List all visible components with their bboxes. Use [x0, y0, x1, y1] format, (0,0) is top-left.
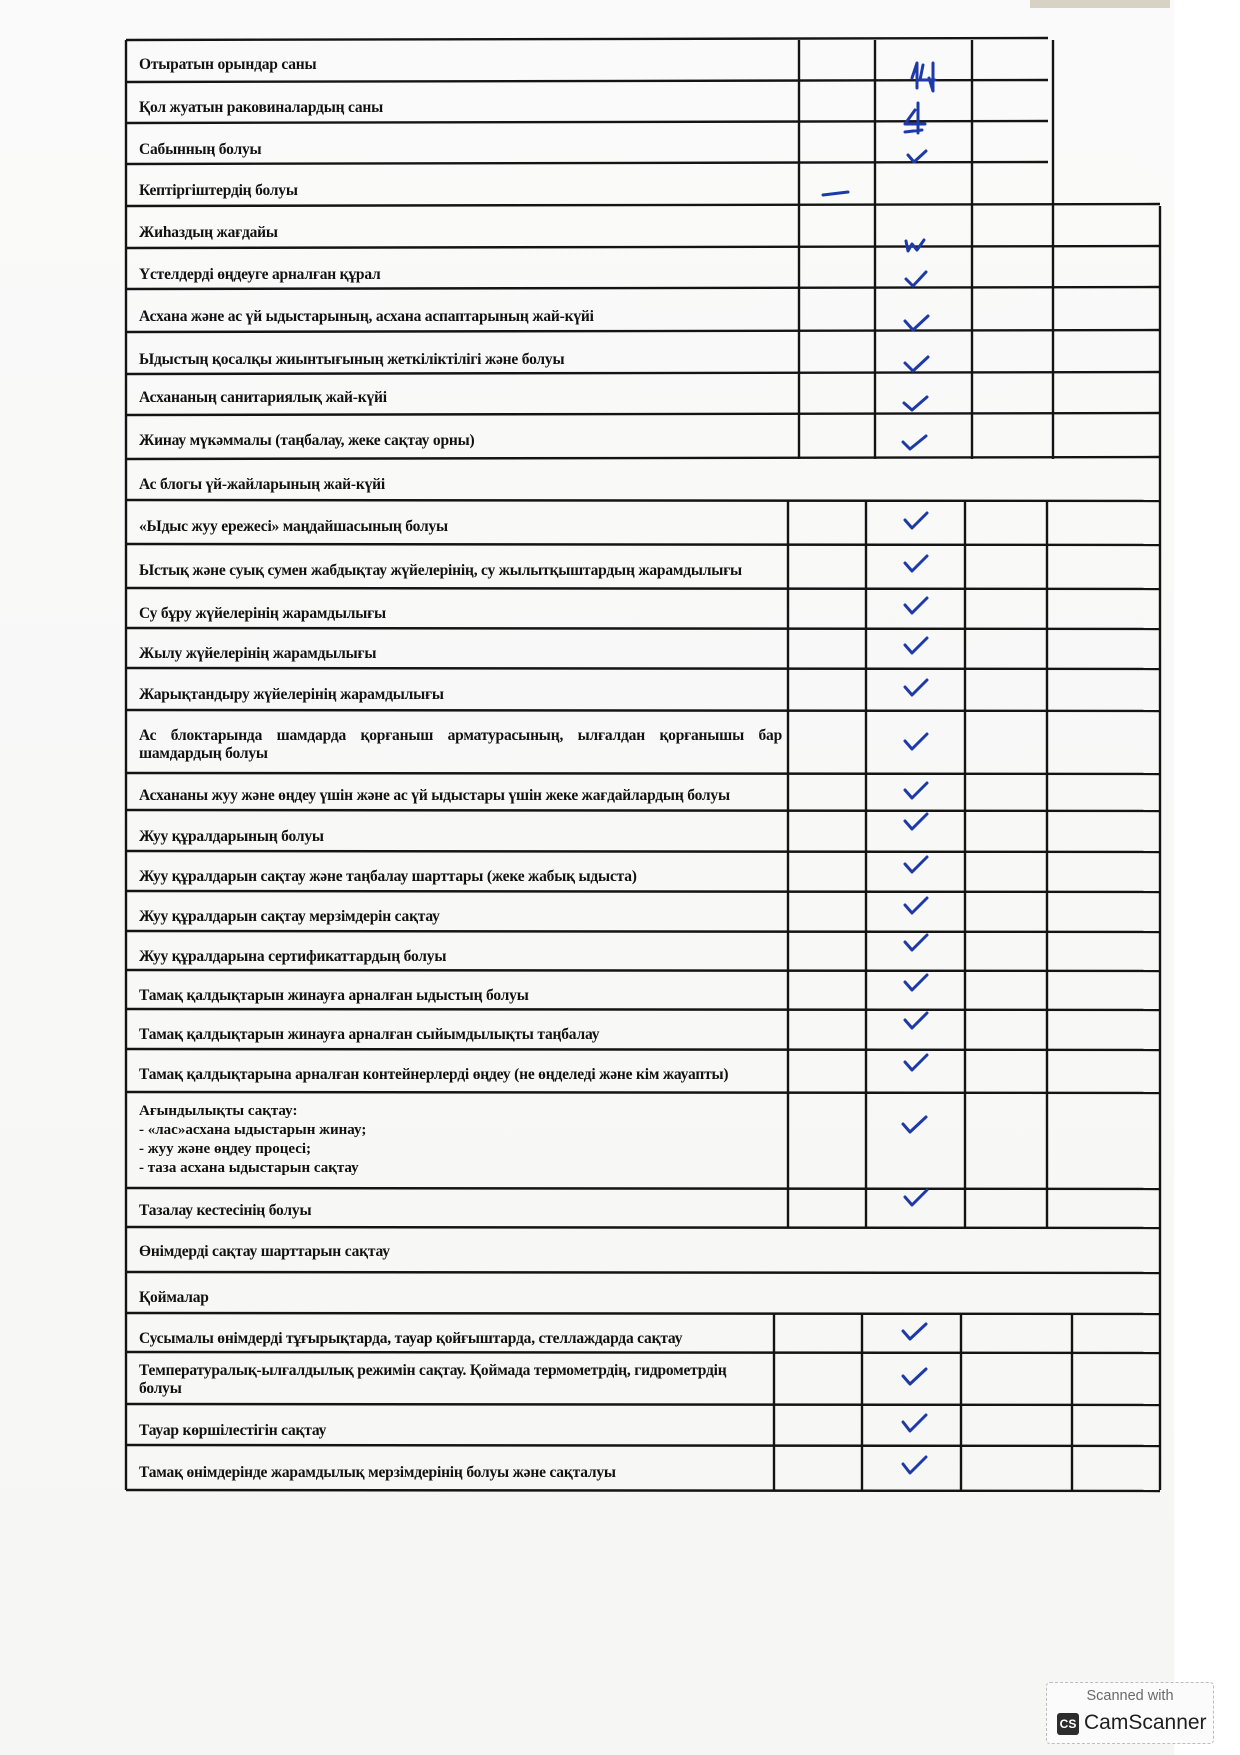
check-mark [905, 680, 927, 695]
handwritten-14 [912, 63, 935, 91]
check-mark [908, 151, 926, 162]
check-mark [905, 638, 927, 653]
row-label: Жарықтандыру жүйелерінің жарамдылығы [139, 686, 444, 703]
flow-rule-title: Ағындылықты сақтау: [139, 1103, 298, 1119]
dash-mark [823, 192, 848, 195]
row-label: Жылу жүйелерінің жарамдылығы [139, 645, 377, 662]
row-label: Ас блоктарында шамдарда қорғаныш арматурасының, ылғалдан қорғанышы бар шамдардың болуы [139, 727, 782, 762]
row-label: Ыдыстың қосалқы жиынтығының жеткіліктілігі және болуы [139, 351, 565, 368]
row-label: Тамақ қалдықтарына арналған контейнерлерді өңдеу (не өңделеді және кім жауапты) [139, 1066, 729, 1083]
check-mark [903, 1415, 926, 1431]
row-label: Үстелдерді өңдеуге арналған құрал [139, 266, 381, 283]
row-label: Су бұру жүйелерінің жарамдылығы [139, 605, 386, 622]
row-label: Жуу құралдарын сақтау және таңбалау шарттары (жеке жабық ыдыста) [139, 868, 637, 885]
row-label: Тамақ өнімдерінде жарамдылық мерзімдерінің болуы және сақталуы [139, 1464, 616, 1481]
section-heading: Қоймалар [139, 1289, 209, 1306]
check-mark [905, 357, 928, 371]
check-mark [903, 1324, 926, 1339]
row-label: Тазалау кестесінің болуы [139, 1202, 312, 1219]
row-label: Қол жуатын раковиналардың саны [139, 99, 384, 116]
check-mark [903, 1369, 926, 1384]
row-label: Ыстық және суық сумен жабдықтау жүйелерінің, су жылытқыштардың жарамдылығы [139, 562, 742, 579]
flow-rule-line: - «лас»асхана ыдыстарын жинау; [139, 1122, 367, 1138]
section-heading: Өнімдерді сақтау шарттарын сақтау [139, 1243, 390, 1260]
flow-rule-line: - жуу және өңдеу процесі; [139, 1141, 312, 1157]
section-heading: Ас блогы үй-жайларының жай-күйі [139, 476, 385, 493]
check-mark [905, 783, 927, 798]
row-label: Тамақ қалдықтарын жинауға арналған ыдыстың болуы [139, 987, 529, 1004]
check-mark [904, 397, 927, 410]
row-label: Жуу құралдарын сақтау мерзімдерін сақтау [139, 908, 440, 925]
watermark-caption: Scanned with [1086, 1688, 1174, 1704]
check-mark [906, 240, 924, 251]
row-label: Отыратын орындар саны [139, 56, 317, 73]
check-mark [903, 436, 926, 449]
check-mark [905, 556, 927, 571]
row-label: Тауар көршілестігін сақтау [139, 1422, 327, 1439]
check-mark [905, 1055, 927, 1070]
row-label: Жуу құралдарына сертификаттардың болуы [139, 948, 447, 965]
watermark-app-name: CamScanner [1084, 1711, 1207, 1734]
check-mark [905, 598, 927, 613]
check-mark [905, 734, 927, 749]
row-label: Асхана және ас үй ыдыстарының, асхана аспаптарының жай-күйі [139, 308, 594, 325]
check-mark [903, 1457, 926, 1473]
flow-rule-line: - таза асхана ыдыстарын сақтау [139, 1160, 359, 1176]
handwritten-4 [905, 103, 925, 133]
check-mark [905, 316, 928, 330]
check-mark [905, 975, 927, 990]
check-mark [906, 272, 926, 286]
row-label: Кептіргіштердің болуы [139, 182, 298, 199]
row-label: Тамақ қалдықтарын жинауға арналған сыйымдылықты таңбалау [139, 1026, 600, 1043]
check-mark [905, 898, 927, 913]
row-label: Жуу құралдарының болуы [139, 828, 324, 845]
camscanner-logo-icon: CS [1057, 1713, 1079, 1735]
check-mark [905, 814, 927, 829]
check-mark [905, 1013, 927, 1028]
row-label: «Ыдыс жуу ережесі» маңдайшасының болуы [139, 518, 448, 535]
row-label: Температуралық-ылғалдылық режимін сақтау. Қоймада термометрдің, гидрометрдің болуы [139, 1362, 727, 1397]
check-mark [905, 513, 927, 528]
camscanner-watermark [1046, 1682, 1214, 1744]
check-mark [905, 857, 927, 872]
row-label: Асхананың санитариялық жай-күйі [139, 389, 387, 406]
row-label: Жиһаздың жағдайы [139, 224, 278, 241]
check-mark [903, 1117, 926, 1132]
row-label: Жинау мүкәммалы (таңбалау, жеке сақтау орны) [139, 432, 475, 449]
check-mark [905, 1190, 927, 1205]
row-label: Сусымалы өнімдерді тұғырықтарда, тауар қойғыштарда, стеллаждарда сақтау [139, 1330, 683, 1347]
row-label: Сабынның болуы [139, 141, 262, 158]
check-mark [905, 935, 927, 950]
row-label: Асхананы жуу және өңдеу үшін және ас үй ыдыстары үшін жеке жағдайлардың болуы [139, 787, 730, 804]
